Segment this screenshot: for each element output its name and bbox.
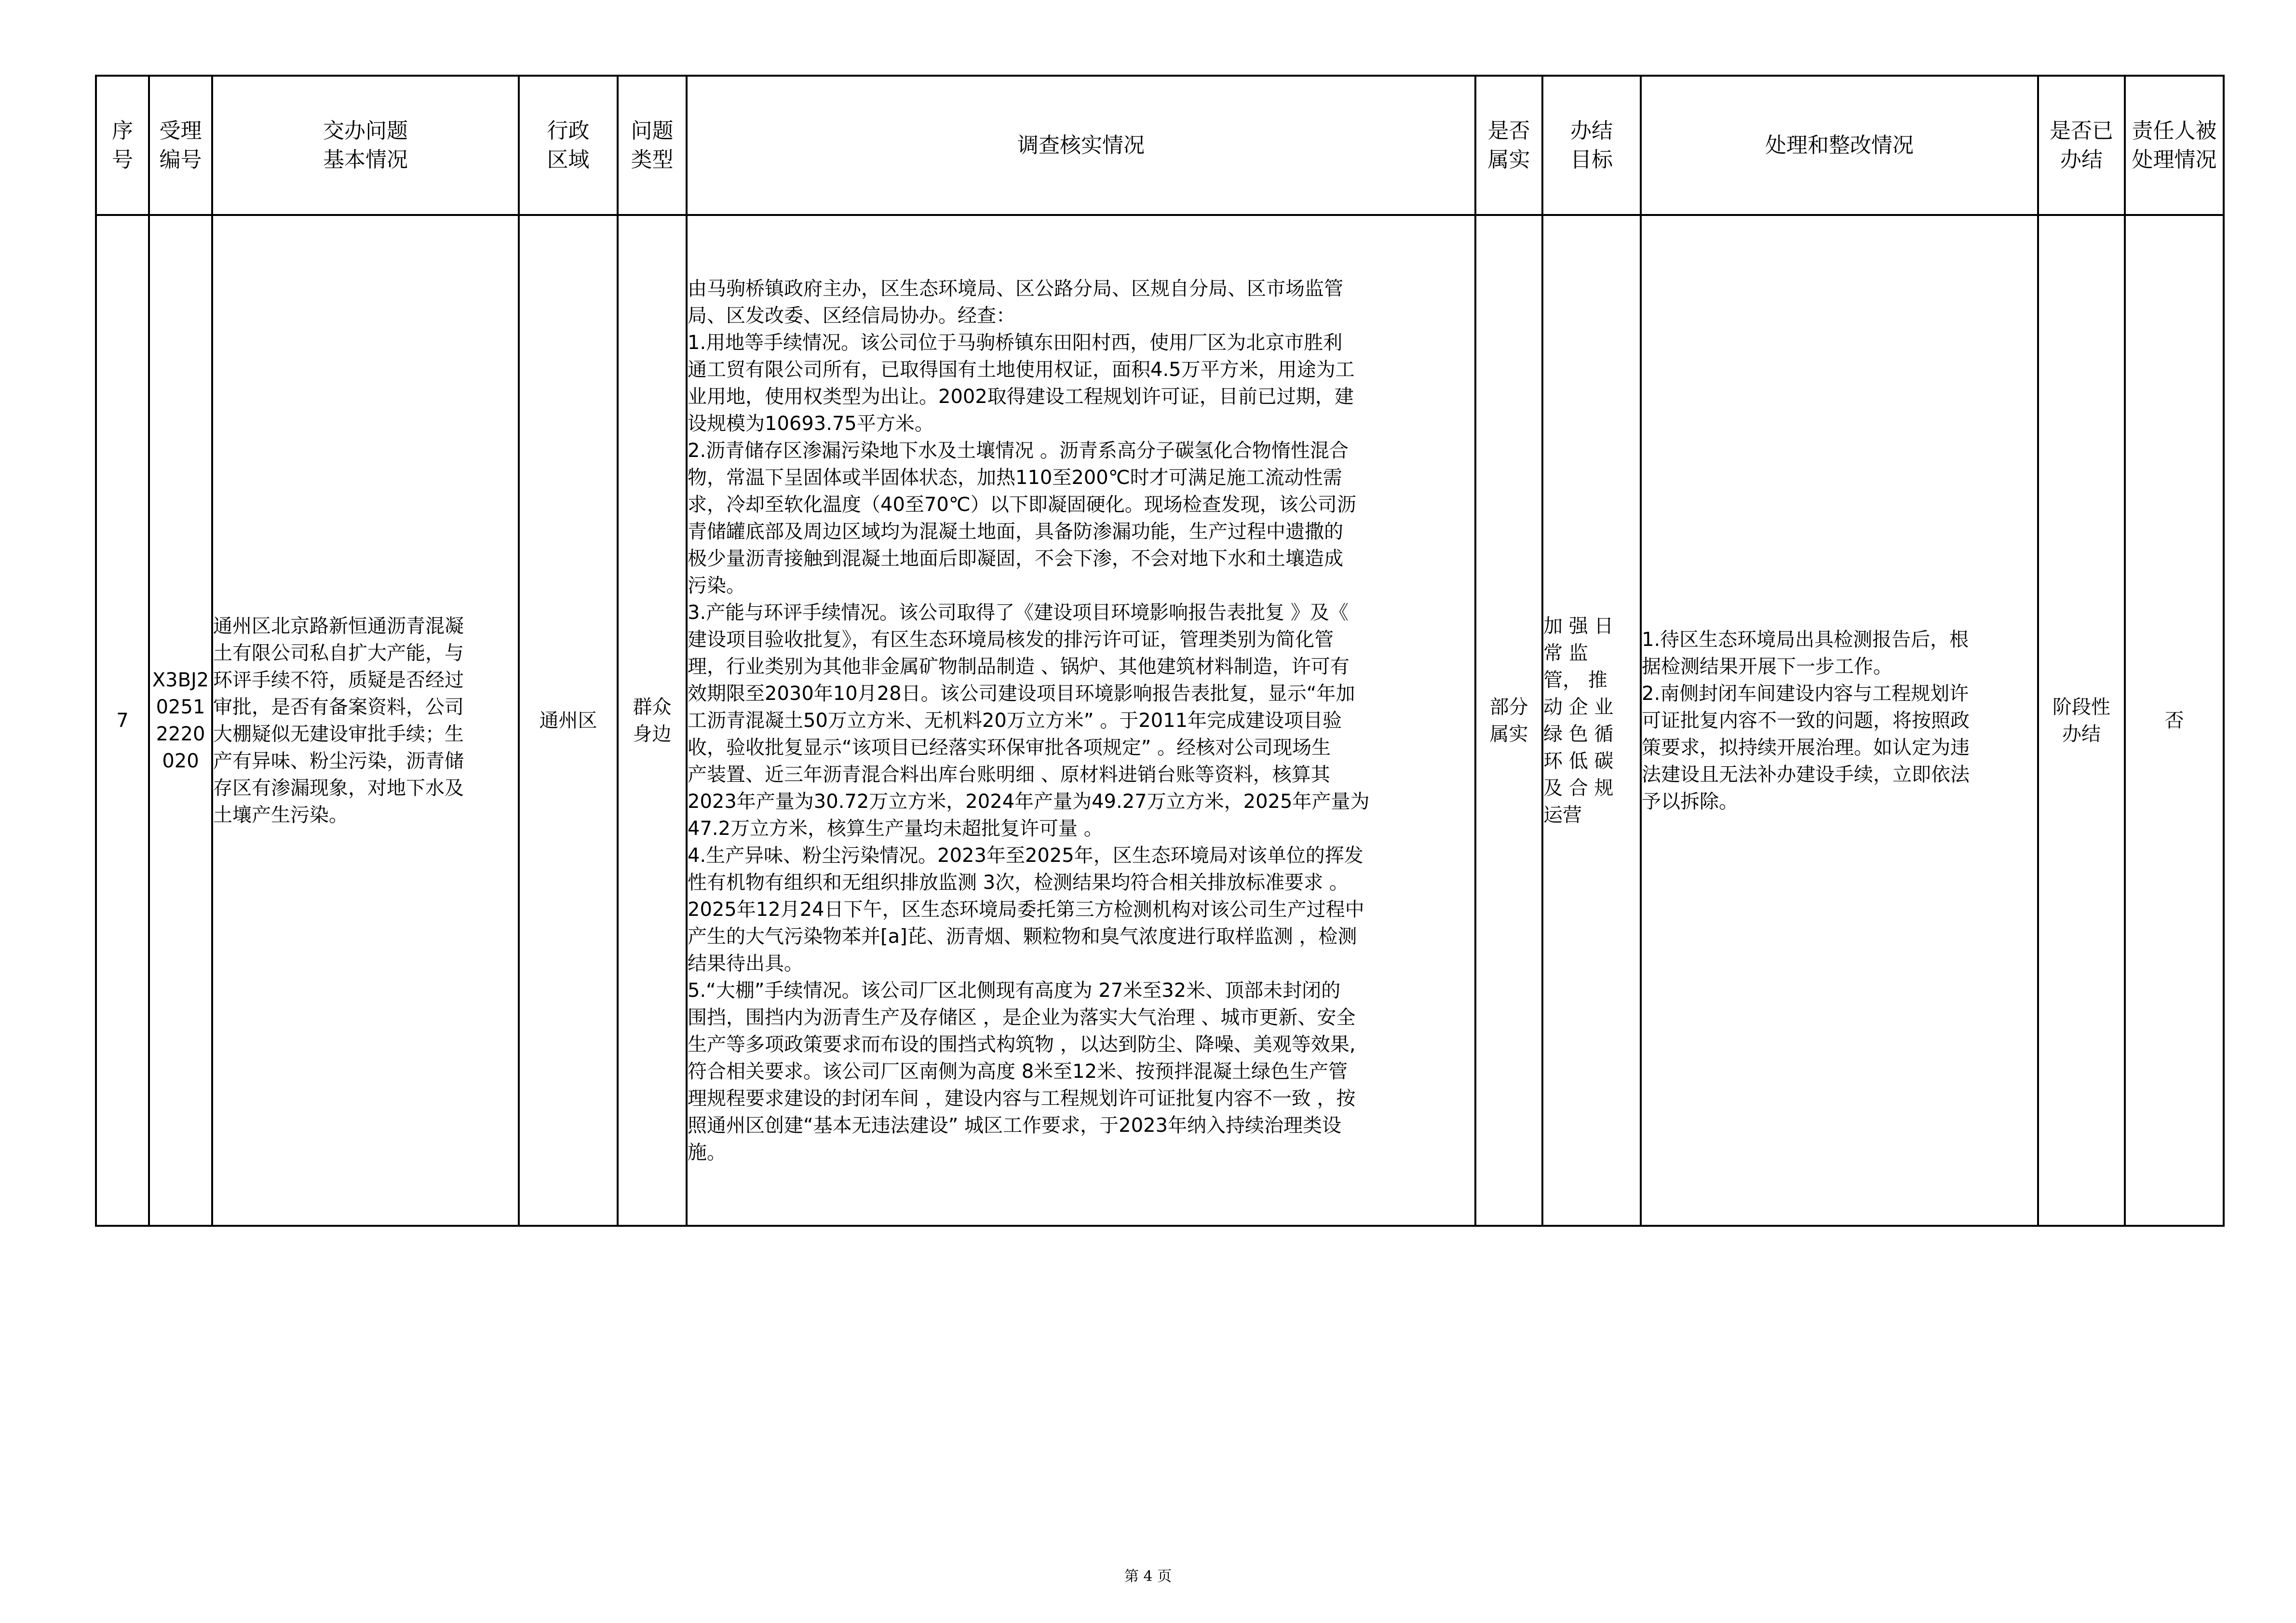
header-goal: 办结 目标 (1542, 76, 1641, 215)
cell-closed: 阶段性 办结 (2038, 215, 2125, 1226)
cell-investigation: 由马驹桥镇政府主办，区生态环境局、区公路分局、区规自分局、区市场监管 局、区发改委、区经信局协办。经查： 1.用地等手续情况。该公司位于马驹桥镇东田阳村西，使用厂区为北京市胜利 通工贸有限公司所有，已取得国有土地使用权证，面积4.5万平方米，用途为工 业用地，使用权类型为出让。2002取得建设工程规划许可证，目前已过期，建 设规模为10693.75平方米。 2.沥青储存区渗漏污染地下水及土壤情况 。沥青系高分子碳氢化合物惰性混合 物，常温下呈固体或半固体状态，加热110至200℃时才可满足施工流动性需 求，冷却至软化温度（40至70℃）以下即凝固硬化。现场检查发现，该公司沥 青储罐底部及周边区域均为混凝土地面，具备防渗漏功能，生产过程中遗撒的 极少量沥青接触到混凝土地面后即凝固，不会下渗，不会对地下水和土壤造成 污染。 3.产能与环评手续情况。该公司取得了《建设项目环境影响报告表批复 》及《 建设项目验收批复》，有区生态环境局核发的排污许可证，管理类别为简化管 理，行业类别为其他非金属矿物制品制造 、锅炉、其他建筑材料制造，许可有 效期限至2030年10月28日。该公司建设项目环境影响报告表批复，显示“年加 工沥青混凝土50万立方米、无机料20万立方米” 。于2011年完成建设项目验 收，验收批复显示“该项目已经落实环保审批各项规定” 。经核对公司现场生 产装置、近三年沥青混合料出库台账明细 、原材料进销台账等资料，核算其 2023年产量为30.72万立方米，2024年产量为49.27万立方米，2025年产量为 47.2万立方米，核算生产量均未超批复许可量 。 4.生产异味、粉尘污染情况。2023年至2025年，区生态环境局对该单位的挥发 性有机物有组织和无组织排放监测 3次，检测结果均符合相关排放标准要求 。 2025年12月24日下午，区生态环境局委托第三方检测机构对该公司生产过程中 产生的大气污染物苯并[a]芘、沥青烟、颗粒物和臭气浓度进行取样监测 ，检测 结果待出具。 5.“大棚”手续情况。该公司厂区北侧现有高度为 27米至32米、顶部未封闭的 围挡，围挡内为沥青生产及存储区 ，是企业为落实大气治理 、城市更新、安全 生产等多项政策要求而布设的围挡式构筑物 ，以达到防尘、降噪、美观等效果, 符合相关要求。该公司厂区南侧为高度 8米至12米、按预拌混凝土绿色生产管 理规程要求建设的封闭车间 ，建设内容与工程规划许可证批复内容不一致 ，按 照通州区创建“基本无违法建设” 城区工作要求，于2023年纳入持续治理类设 施。 (687, 215, 1475, 1226)
header-issue: 交办问题 基本情况 (212, 76, 519, 215)
header-handling: 处理和整改情况 (1641, 76, 2038, 215)
issue-table (95, 75, 2225, 1227)
cell-issue: 通州区北京路新恒通沥青混凝 土有限公司私自扩大产能，与 环评手续不符，质疑是否经过 审批，是否有备案资料，公司 大棚疑似无建设审批手续；生 产有异味、粉尘污染，沥青储 存区有渗漏现象，对地下水及 土壤产生污染。 (212, 215, 519, 1226)
cell-seq: 7 (96, 215, 149, 1226)
cell-accountability: 否 (2125, 215, 2224, 1226)
header-district: 行政 区域 (519, 76, 618, 215)
header-closed: 是否已 办结 (2038, 76, 2125, 215)
header-issue-type: 问题 类型 (618, 76, 687, 215)
table-row (96, 215, 2224, 1226)
header-row (96, 76, 2224, 215)
cell-issue-type: 群众 身边 (618, 215, 687, 1226)
cell-acceptance-no: X3BJ2 0251 2220 020 (149, 215, 212, 1226)
header-verified: 是否 属实 (1475, 76, 1542, 215)
page-number: 第 4 页 (1124, 1568, 1172, 1585)
cell-handling: 1.待区生态环境局出具检测报告后，根 据检测结果开展下一步工作。 2.南侧封闭车间建设内容与工程规划许 可证批复内容不一致的问题，将按照政 策要求，拟持续开展治理。如认定为违 法建设且无法补办建设手续，立即依法 予以拆除。 (1641, 215, 2038, 1226)
cell-verified: 部分 属实 (1475, 215, 1542, 1226)
cell-goal: 加 强 日 常 监 管， 推 动 企 业 绿 色 循 环 低 碳 及 合 规 运营 (1542, 215, 1641, 1226)
header-acceptance-no: 受理 编号 (149, 76, 212, 215)
header-accountability: 责任人被 处理情况 (2125, 76, 2224, 215)
header-seq: 序 号 (96, 76, 149, 215)
header-investigation: 调查核实情况 (687, 76, 1475, 215)
cell-district: 通州区 (519, 215, 618, 1226)
